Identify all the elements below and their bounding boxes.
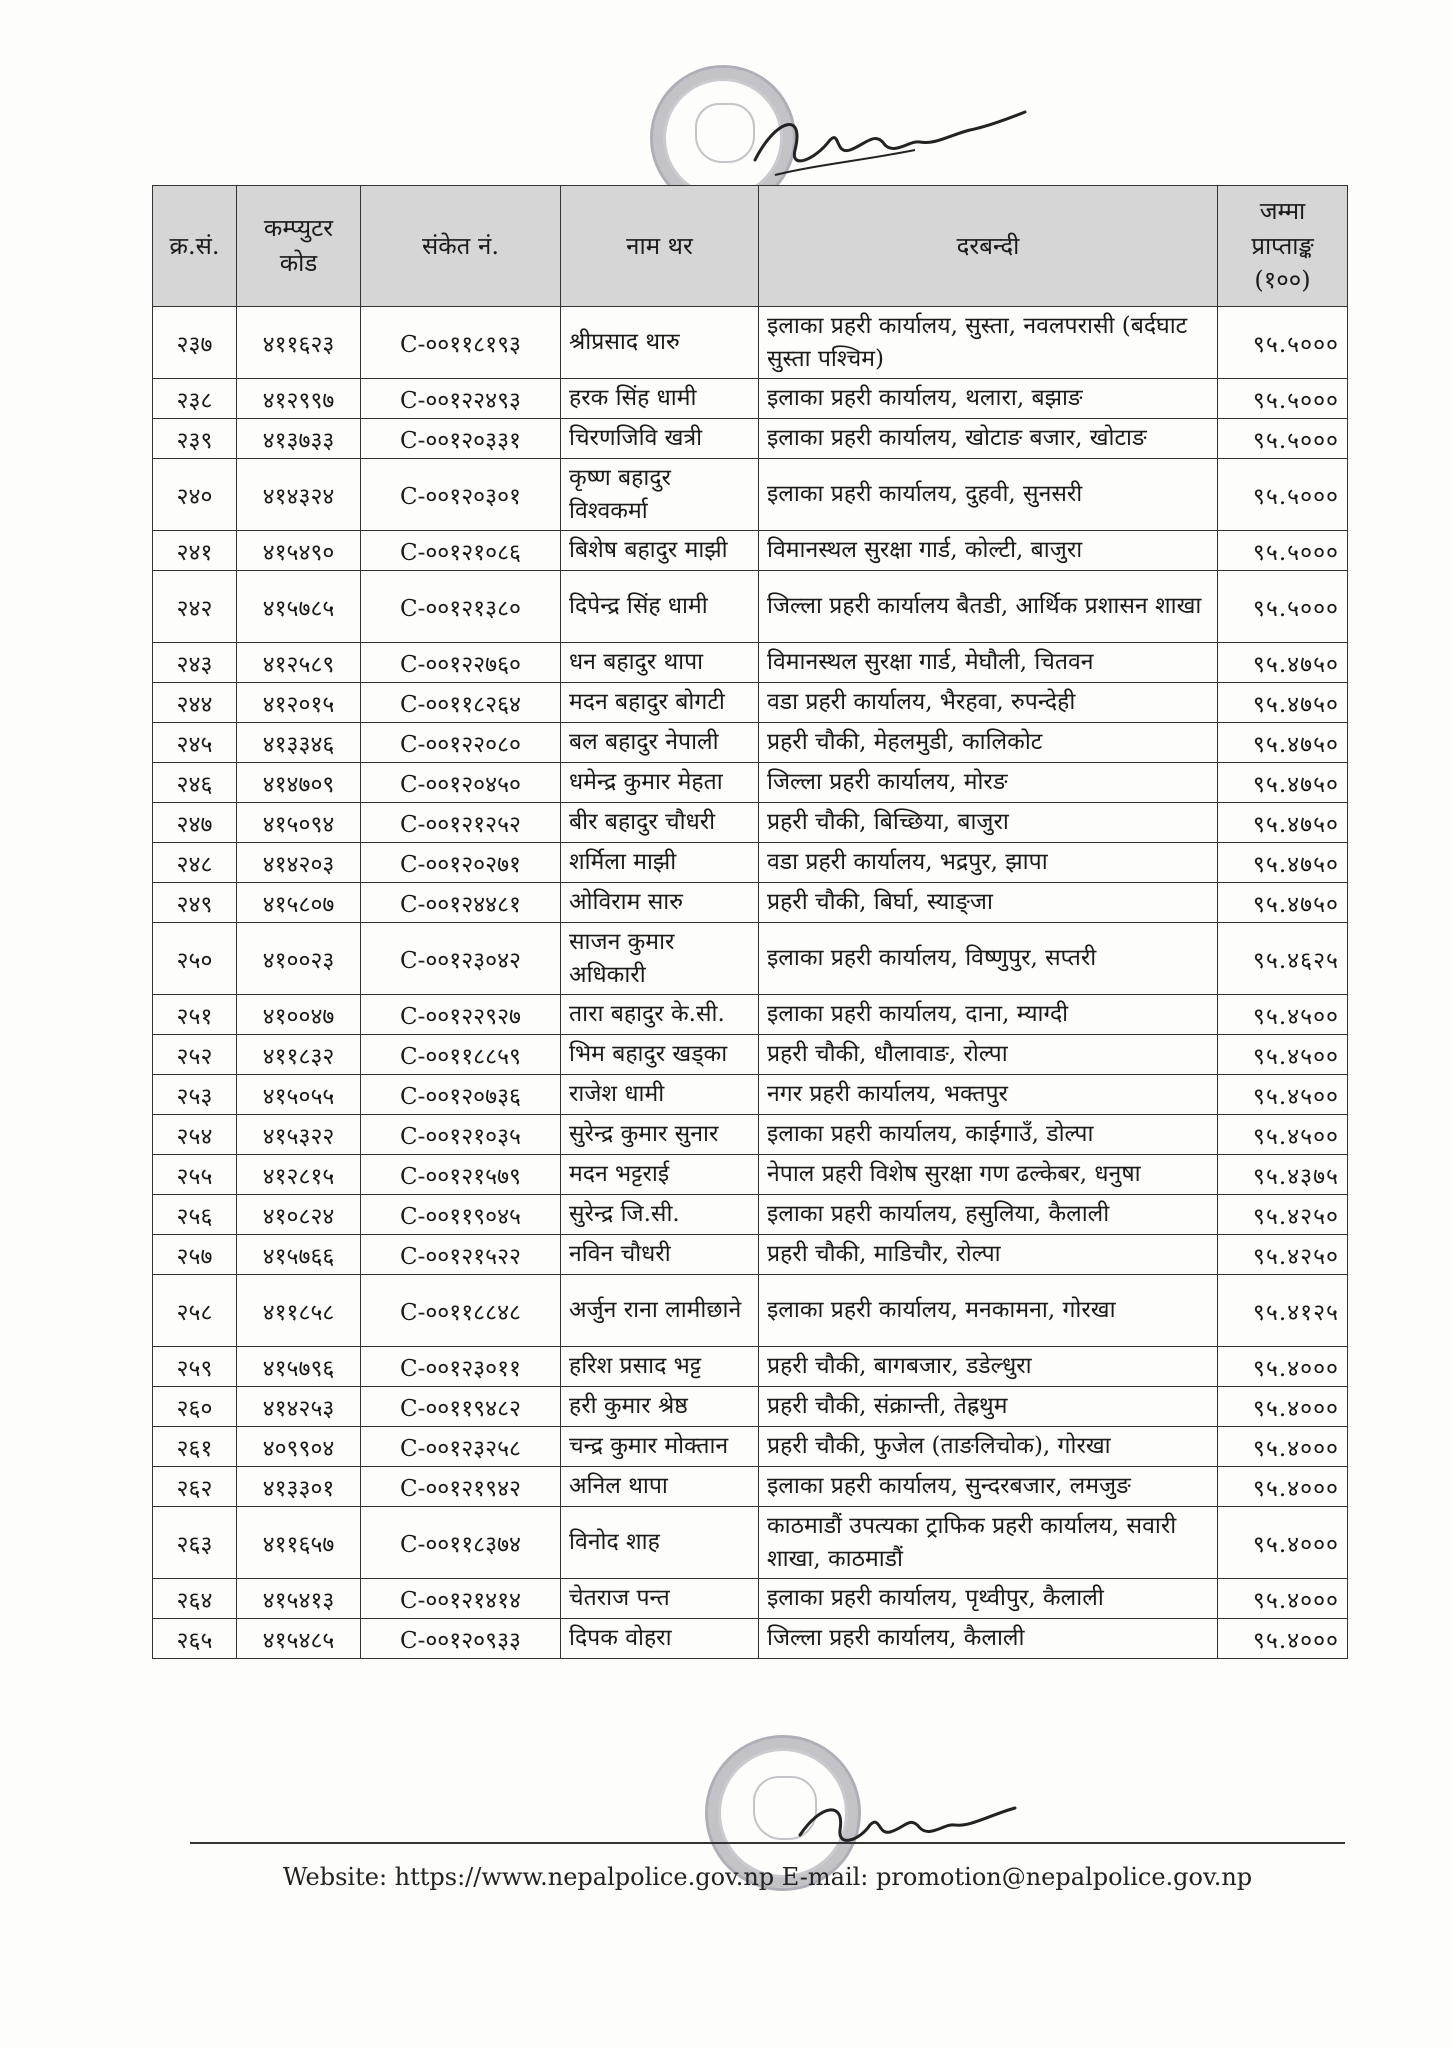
cell-symbol-no: C-००११९०४५: [361, 1195, 561, 1235]
cell-posting: इलाका प्रहरी कार्यालय, सुस्ता, नवलपरासी (बर्दघाट सुस्ता पश्चिम): [759, 307, 1218, 379]
header-symbol-no: संकेत नं.: [361, 186, 561, 307]
table-row: [153, 1467, 1348, 1507]
table-row: [153, 459, 1348, 531]
cell-name: बल बहादुर नेपाली: [561, 723, 759, 763]
cell-computer-code: ४१५७९६: [237, 1347, 361, 1387]
cell-name: अनिल थापा: [561, 1467, 759, 1507]
cell-sn: २५७: [153, 1235, 237, 1275]
cell-name: विनोद शाह: [561, 1507, 759, 1579]
cell-posting: जिल्ला प्रहरी कार्यालय बैतडी, आर्थिक प्रशासन शाखा: [759, 571, 1218, 643]
cell-sn: २५०: [153, 923, 237, 995]
cell-total-marks: ९५.४०००: [1218, 1507, 1348, 1579]
cell-name: हरिश प्रसाद भट्ट: [561, 1347, 759, 1387]
cell-total-marks: ९५.४७५०: [1218, 883, 1348, 923]
table-row: [153, 683, 1348, 723]
cell-posting: वडा प्रहरी कार्यालय, भैरहवा, रुपन्देही: [759, 683, 1218, 723]
cell-symbol-no: C-००११८८४८: [361, 1275, 561, 1347]
cell-computer-code: ४१५८०७: [237, 883, 361, 923]
cell-total-marks: ९५.४७५०: [1218, 723, 1348, 763]
cell-posting: इलाका प्रहरी कार्यालय, विष्णुपुर, सप्तरी: [759, 923, 1218, 995]
cell-name: धमेन्द्र कुमार मेहता: [561, 763, 759, 803]
cell-name: मदन बहादुर बोगटी: [561, 683, 759, 723]
cell-name: राजेश धामी: [561, 1075, 759, 1115]
cell-sn: २४१: [153, 531, 237, 571]
cell-computer-code: ४१५४८५: [237, 1619, 361, 1659]
cell-sn: २४२: [153, 571, 237, 643]
cell-sn: २६५: [153, 1619, 237, 1659]
cell-sn: २५१: [153, 995, 237, 1035]
cell-symbol-no: C-००१२२०८०: [361, 723, 561, 763]
cell-sn: २५५: [153, 1155, 237, 1195]
cell-name: अर्जुन राना लामीछाने: [561, 1275, 759, 1347]
cell-computer-code: ४१४७०९: [237, 763, 361, 803]
cell-name: दिपेन्द्र सिंह धामी: [561, 571, 759, 643]
table-row: [153, 531, 1348, 571]
cell-name: श्रीप्रसाद थारु: [561, 307, 759, 379]
cell-sn: २५४: [153, 1115, 237, 1155]
cell-total-marks: ९५.४३७५: [1218, 1155, 1348, 1195]
cell-name: नविन चौधरी: [561, 1235, 759, 1275]
cell-name: कृष्ण बहादुर विश्वकर्मा: [561, 459, 759, 531]
cell-posting: इलाका प्रहरी कार्यालय, दुहवी, सुनसरी: [759, 459, 1218, 531]
cell-sn: २४३: [153, 643, 237, 683]
table-row: [153, 763, 1348, 803]
table-row: [153, 307, 1348, 379]
cell-computer-code: ४१५०९४: [237, 803, 361, 843]
cell-computer-code: ४१५७८५: [237, 571, 361, 643]
table-row: [153, 643, 1348, 683]
cell-posting: वडा प्रहरी कार्यालय, भद्रपुर, झापा: [759, 843, 1218, 883]
cell-total-marks: ९५.५०००: [1218, 307, 1348, 379]
table-row: [153, 883, 1348, 923]
cell-posting: प्रहरी चौकी, बिर्घा, स्याङ्जा: [759, 883, 1218, 923]
cell-posting: प्रहरी चौकी, बिच्छिया, बाजुरा: [759, 803, 1218, 843]
table-row: [153, 1579, 1348, 1619]
cell-computer-code: ४११६५७: [237, 1507, 361, 1579]
cell-name: सुरेन्द्र कुमार सुनार: [561, 1115, 759, 1155]
cell-symbol-no: C-००१२२४९३: [361, 379, 561, 419]
cell-posting: इलाका प्रहरी कार्यालय, थलारा, बझाङ: [759, 379, 1218, 419]
signature-top: [735, 100, 1035, 190]
cell-computer-code: ४१००२३: [237, 923, 361, 995]
cell-symbol-no: C-००१२०३०१: [361, 459, 561, 531]
cell-total-marks: ९५.४७५०: [1218, 843, 1348, 883]
cell-total-marks: ९५.४७५०: [1218, 683, 1348, 723]
cell-computer-code: ४१००४७: [237, 995, 361, 1035]
cell-name: चन्द्र कुमार मोक्तान: [561, 1427, 759, 1467]
header-sn: क्र.सं.: [153, 186, 237, 307]
cell-symbol-no: C-००१२१९४२: [361, 1467, 561, 1507]
cell-symbol-no: C-००१२१५२२: [361, 1235, 561, 1275]
cell-sn: २३९: [153, 419, 237, 459]
table-row: [153, 419, 1348, 459]
table-row: [153, 1115, 1348, 1155]
cell-name: हरक सिंह धामी: [561, 379, 759, 419]
cell-total-marks: ९५.४७५०: [1218, 643, 1348, 683]
cell-total-marks: ९५.४०००: [1218, 1387, 1348, 1427]
table-row: [153, 1235, 1348, 1275]
cell-symbol-no: C-००१२०४५०: [361, 763, 561, 803]
cell-total-marks: ९५.४५००: [1218, 995, 1348, 1035]
table-row: [153, 1275, 1348, 1347]
cell-total-marks: ९५.४०००: [1218, 1467, 1348, 1507]
cell-sn: २६४: [153, 1579, 237, 1619]
cell-total-marks: ९५.५०००: [1218, 419, 1348, 459]
table-row: [153, 843, 1348, 883]
cell-sn: २५२: [153, 1035, 237, 1075]
cell-computer-code: ४१२०१५: [237, 683, 361, 723]
cell-sn: २५८: [153, 1275, 237, 1347]
cell-total-marks: ९५.५०००: [1218, 571, 1348, 643]
cell-sn: २६२: [153, 1467, 237, 1507]
cell-computer-code: ४१४३२४: [237, 459, 361, 531]
cell-computer-code: ४१५०५५: [237, 1075, 361, 1115]
cell-total-marks: ९५.४२५०: [1218, 1195, 1348, 1235]
header-name: नाम थर: [561, 186, 759, 307]
table-row: [153, 1507, 1348, 1579]
cell-name: तारा बहादुर के.सी.: [561, 995, 759, 1035]
cell-posting: विमानस्थल सुरक्षा गार्ड, मेघौली, चितवन: [759, 643, 1218, 683]
cell-symbol-no: C-००१२१३८०: [361, 571, 561, 643]
cell-name: चिरणजिवि खत्री: [561, 419, 759, 459]
cell-total-marks: ९५.४५००: [1218, 1035, 1348, 1075]
cell-name: दिपक वोहरा: [561, 1619, 759, 1659]
cell-computer-code: ४११८३२: [237, 1035, 361, 1075]
table-row: [153, 1035, 1348, 1075]
cell-sn: २५९: [153, 1347, 237, 1387]
cell-symbol-no: C-००१२३०११: [361, 1347, 561, 1387]
results-table: [152, 185, 1348, 1659]
cell-symbol-no: C-००११८३७४: [361, 1507, 561, 1579]
signature-bottom: [790, 1790, 1020, 1860]
cell-symbol-no: C-००११८१९३: [361, 307, 561, 379]
table-row: [153, 1619, 1348, 1659]
cell-name: मदन भट्टराई: [561, 1155, 759, 1195]
cell-total-marks: ९५.५०००: [1218, 459, 1348, 531]
cell-computer-code: ४१५३२२: [237, 1115, 361, 1155]
cell-symbol-no: C-००१२०२७१: [361, 843, 561, 883]
cell-name: चेतराज पन्त: [561, 1579, 759, 1619]
cell-name: भिम बहादुर खड्का: [561, 1035, 759, 1075]
table-row: [153, 1075, 1348, 1115]
header-posting: दरबन्दी: [759, 186, 1218, 307]
cell-computer-code: ४११६२३: [237, 307, 361, 379]
cell-symbol-no: C-००१२१०८६: [361, 531, 561, 571]
footer-divider: [190, 1842, 1345, 1844]
cell-name: बिशेष बहादुर माझी: [561, 531, 759, 571]
cell-sn: २६१: [153, 1427, 237, 1467]
cell-sn: २४०: [153, 459, 237, 531]
cell-symbol-no: C-००११९४८२: [361, 1387, 561, 1427]
cell-symbol-no: C-००१२३०४२: [361, 923, 561, 995]
cell-symbol-no: C-००१२३२५८: [361, 1427, 561, 1467]
cell-computer-code: ४१५४१३: [237, 1579, 361, 1619]
cell-posting: इलाका प्रहरी कार्यालय, मनकामना, गोरखा: [759, 1275, 1218, 1347]
cell-sn: २३७: [153, 307, 237, 379]
cell-symbol-no: C-००१२०३३१: [361, 419, 561, 459]
footer-website: Website: https://www.nepalpolice.gov.np E-mail: promotion@nepalpolice.gov.np: [282, 1863, 1253, 1891]
cell-name: सुरेन्द्र जि.सी.: [561, 1195, 759, 1235]
cell-symbol-no: C-००१२१५७९: [361, 1155, 561, 1195]
cell-total-marks: ९५.४०००: [1218, 1427, 1348, 1467]
cell-sn: २४५: [153, 723, 237, 763]
cell-total-marks: ९५.४०००: [1218, 1619, 1348, 1659]
cell-symbol-no: C-००१२०९३३: [361, 1619, 561, 1659]
cell-computer-code: ४१२८१५: [237, 1155, 361, 1195]
cell-name: शर्मिला माझी: [561, 843, 759, 883]
cell-posting: काठमाडौं उपत्यका ट्राफिक प्रहरी कार्यालय, सवारी शाखा, काठमाडौं: [759, 1507, 1218, 1579]
cell-sn: २४६: [153, 763, 237, 803]
header-computer-code: कम्प्युटर कोड: [237, 186, 361, 307]
cell-symbol-no: C-००१२१४१४: [361, 1579, 561, 1619]
cell-computer-code: ४१४२५३: [237, 1387, 361, 1427]
cell-name: ओविराम सारु: [561, 883, 759, 923]
header-total-marks: जम्मा प्राप्ताङ्क (१००): [1218, 186, 1348, 307]
cell-posting: प्रहरी चौकी, मेहलमुडी, कालिकोट: [759, 723, 1218, 763]
cell-computer-code: ४१३३४६: [237, 723, 361, 763]
cell-posting: नेपाल प्रहरी विशेष सुरक्षा गण ढल्केबर, धनुषा: [759, 1155, 1218, 1195]
cell-sn: २६०: [153, 1387, 237, 1427]
cell-symbol-no: C-००१२२९२७: [361, 995, 561, 1035]
table-row: [153, 379, 1348, 419]
cell-posting: इलाका प्रहरी कार्यालय, सुन्दरबजार, लमजुङ: [759, 1467, 1218, 1507]
table-row: [153, 923, 1348, 995]
cell-posting: प्रहरी चौकी, फुजेल (ताङलिचोक), गोरखा: [759, 1427, 1218, 1467]
cell-posting: इलाका प्रहरी कार्यालय, दाना, म्याग्दी: [759, 995, 1218, 1035]
cell-symbol-no: C-००११८८५९: [361, 1035, 561, 1075]
cell-computer-code: ४१२५८९: [237, 643, 361, 683]
cell-posting: प्रहरी चौकी, बागबजार, डडेल्धुरा: [759, 1347, 1218, 1387]
table-row: [153, 1387, 1348, 1427]
cell-total-marks: ९५.५०००: [1218, 379, 1348, 419]
table-row: [153, 723, 1348, 763]
cell-posting: प्रहरी चौकी, धौलावाङ, रोल्पा: [759, 1035, 1218, 1075]
cell-sn: २३८: [153, 379, 237, 419]
cell-posting: इलाका प्रहरी कार्यालय, हसुलिया, कैलाली: [759, 1195, 1218, 1235]
cell-total-marks: ९५.४२५०: [1218, 1235, 1348, 1275]
cell-posting: विमानस्थल सुरक्षा गार्ड, कोल्टी, बाजुरा: [759, 531, 1218, 571]
cell-computer-code: ४११८५८: [237, 1275, 361, 1347]
cell-name: साजन कुमार अधिकारी: [561, 923, 759, 995]
table-row: [153, 1347, 1348, 1387]
cell-name: हरी कुमार श्रेष्ठ: [561, 1387, 759, 1427]
cell-computer-code: ४१३७३३: [237, 419, 361, 459]
cell-posting: जिल्ला प्रहरी कार्यालय, मोरङ: [759, 763, 1218, 803]
cell-computer-code: ४१३३०१: [237, 1467, 361, 1507]
cell-symbol-no: C-००१२१२५२: [361, 803, 561, 843]
cell-total-marks: ९५.४६२५: [1218, 923, 1348, 995]
cell-posting: इलाका प्रहरी कार्यालय, खोटाङ बजार, खोटाङ: [759, 419, 1218, 459]
cell-computer-code: ४०९९०४: [237, 1427, 361, 1467]
cell-total-marks: ९५.५०००: [1218, 531, 1348, 571]
cell-sn: २४८: [153, 843, 237, 883]
cell-posting: प्रहरी चौकी, संक्रान्ती, तेह्रथुम: [759, 1387, 1218, 1427]
cell-total-marks: ९५.४५००: [1218, 1075, 1348, 1115]
cell-total-marks: ९५.४७५०: [1218, 763, 1348, 803]
table-header-row: [153, 186, 1348, 307]
cell-total-marks: ९५.४७५०: [1218, 803, 1348, 843]
table-row: [153, 1195, 1348, 1235]
cell-total-marks: ९५.४०००: [1218, 1579, 1348, 1619]
cell-symbol-no: C-००१२२७६०: [361, 643, 561, 683]
cell-symbol-no: C-००१२०७३६: [361, 1075, 561, 1115]
cell-total-marks: ९५.४५००: [1218, 1115, 1348, 1155]
cell-computer-code: ४१५७६६: [237, 1235, 361, 1275]
cell-computer-code: ४१०८२४: [237, 1195, 361, 1235]
cell-total-marks: ९५.४०००: [1218, 1347, 1348, 1387]
table-row: [153, 571, 1348, 643]
cell-name: बीर बहादुर चौधरी: [561, 803, 759, 843]
cell-sn: २५६: [153, 1195, 237, 1235]
table-row: [153, 995, 1348, 1035]
cell-computer-code: ४१५४९०: [237, 531, 361, 571]
cell-total-marks: ९५.४१२५: [1218, 1275, 1348, 1347]
cell-computer-code: ४१४२०३: [237, 843, 361, 883]
cell-symbol-no: C-००१२४४८१: [361, 883, 561, 923]
cell-sn: २४४: [153, 683, 237, 723]
cell-symbol-no: C-००१२१०३५: [361, 1115, 561, 1155]
cell-sn: २६३: [153, 1507, 237, 1579]
cell-sn: २४७: [153, 803, 237, 843]
cell-sn: २४९: [153, 883, 237, 923]
cell-sn: २५३: [153, 1075, 237, 1115]
cell-posting: इलाका प्रहरी कार्यालय, पृथ्वीपुर, कैलाली: [759, 1579, 1218, 1619]
cell-computer-code: ४१२९९७: [237, 379, 361, 419]
cell-symbol-no: C-००११८२६४: [361, 683, 561, 723]
cell-posting: इलाका प्रहरी कार्यालय, काईगाउँ, डोल्पा: [759, 1115, 1218, 1155]
table-row: [153, 1155, 1348, 1195]
table-row: [153, 803, 1348, 843]
cell-posting: नगर प्रहरी कार्यालय, भक्तपुर: [759, 1075, 1218, 1115]
cell-posting: जिल्ला प्रहरी कार्यालय, कैलाली: [759, 1619, 1218, 1659]
cell-name: धन बहादुर थापा: [561, 643, 759, 683]
table-row: [153, 1427, 1348, 1467]
cell-posting: प्रहरी चौकी, माडिचौर, रोल्पा: [759, 1235, 1218, 1275]
